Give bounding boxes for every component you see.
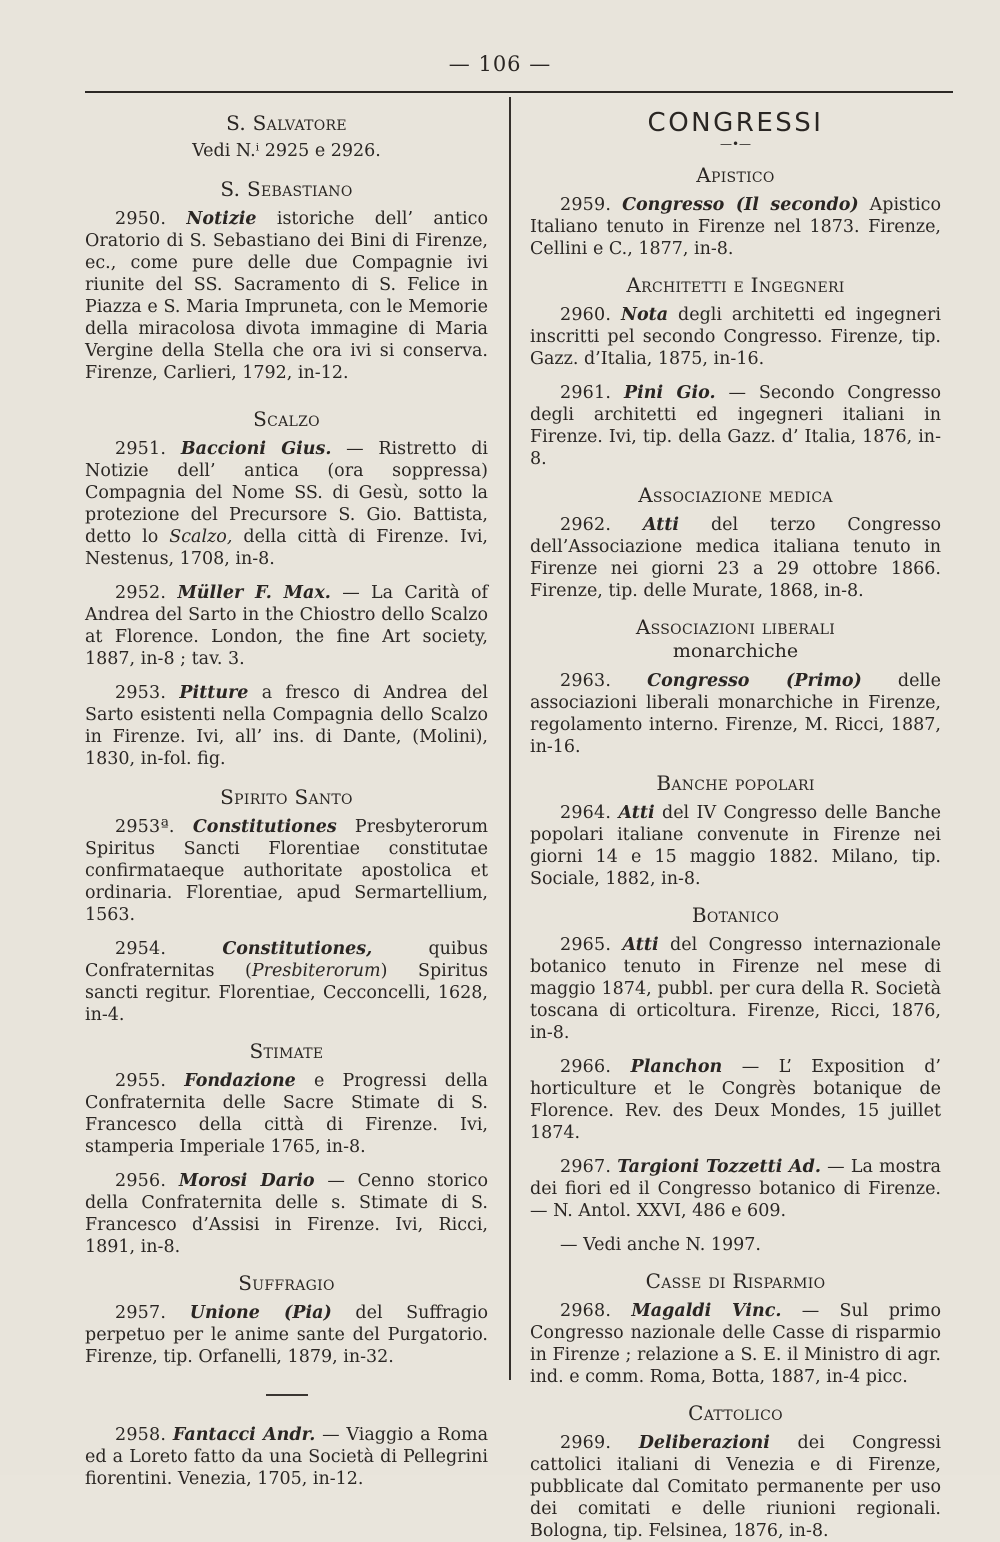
- section-heading-cattolico: Cattolico: [688, 1401, 783, 1425]
- entry-number: 2950.: [115, 209, 167, 229]
- entry-number: 2956.: [115, 1171, 167, 1191]
- entry-number: 2954.: [115, 939, 167, 959]
- cross-reference: Vedi N.ⁱ 2925 e 2926.: [192, 141, 381, 161]
- entry-text: — Secondo Congresso degli architetti ed ingegneri italiani in Firenze. Ivi, tip. della Gazz. d’ Italia, 1876, in-8.: [530, 383, 941, 469]
- section-heading-stimate: Stimate: [249, 1039, 324, 1063]
- entry-keyword: Deliberazioni: [638, 1433, 770, 1453]
- page-number: — 106 —: [448, 52, 552, 76]
- entry-keyword: Congresso (Primo): [647, 671, 862, 691]
- entry-2962: [530, 514, 941, 602]
- entry-number: 2955.: [115, 1071, 167, 1091]
- section-heading-suffragio: Suffragio: [238, 1271, 335, 1295]
- entry-keyword: Constitutiones,: [222, 939, 373, 959]
- left-column: [85, 112, 488, 1490]
- entry-text: istoriche dell’ antico Oratorio di S. Sebastiano dei Bini di Firenze, ec., come pure delle due Compagnie ivi riunite del SS. Sacramento di S. Felice in Piazza e S. Maria Impruneta, con le Memorie della miracolosa divota immagine di Maria Vergine della Stella che ora ivi si conserva. Firenze, Carlieri, 1792, in-12.: [85, 209, 488, 383]
- section-heading-associazione-medica: Associazione medica: [638, 483, 833, 507]
- entry-text: delle associazioni liberali monarchiche in Firenze, regolamento interno. Firenze, M. Ricci, 1887, in-16.: [530, 671, 941, 757]
- entry-number: 2953ª.: [115, 817, 175, 837]
- entry-keyword: Targioni Tozzetti Ad.: [617, 1157, 821, 1177]
- section-heading-spirito-santo: Spirito Santo: [220, 785, 353, 809]
- entry-text: a fresco di Andrea del Sarto esistenti nella Compagnia dello Scalzo in Firenze. Ivi, all’ ins. di Dante, (Molini), 1830, in-fol. fig.: [85, 683, 488, 769]
- entry-text: — La mostra dei fiori ed il Congresso botanico di Firenze. — N. Antol. XXVI, 486 e 609.: [530, 1157, 941, 1221]
- entry-text: — Viaggio a Roma ed a Loreto fatto da una Società di Pellegrini fiorentini. Venezia, 1705, in-12.: [85, 1425, 489, 1489]
- entry-2956: [85, 1170, 488, 1258]
- entry-keyword: Constitutiones: [192, 817, 337, 837]
- entry-2953a: [85, 816, 488, 926]
- section-heading-banche-popolari: Banche popolari: [656, 771, 815, 795]
- section-heading-associazioni-liberali: Associazioni liberali: [635, 615, 836, 639]
- entry-number: 2959.: [560, 195, 612, 215]
- entry-keyword: Fantacci Andr.: [172, 1425, 316, 1445]
- entry-2967: [530, 1156, 941, 1222]
- entry-2963: [530, 670, 941, 758]
- entry-text: quibus Confraternitas (: [85, 939, 488, 981]
- entry-keyword: Unione (Pia): [189, 1303, 332, 1323]
- entry-keyword: Fondazione: [184, 1071, 296, 1091]
- chapter-title: CONGRESSI: [647, 108, 824, 138]
- entry-number: 2952.: [115, 583, 167, 603]
- entry-keyword: Planchon: [630, 1057, 723, 1077]
- entry-keyword: Atti: [622, 935, 659, 955]
- entry-number: 2969.: [560, 1433, 612, 1453]
- entry-text: del IV Congresso delle Banche popolari italiane convenute in Firenze nei giorni 14 e 15 maggio 1882. Milano, tip. Sociale, 1882, in-8.: [530, 803, 941, 889]
- entry-italic: Presbiterorum: [251, 961, 381, 981]
- section-heading-casse-di-risparmio: Casse di Risparmio: [645, 1269, 826, 1293]
- entry-keyword: Magaldi Vinc.: [631, 1301, 782, 1321]
- separator-rule: [266, 1394, 308, 1396]
- entry-2954: [85, 938, 488, 1026]
- section-heading-scalzo: Scalzo: [253, 407, 320, 431]
- section-subheading: monarchiche: [672, 640, 799, 662]
- entry-keyword: Notizie: [186, 209, 257, 229]
- entry-2961: [530, 382, 941, 470]
- entry-text: Apistico Italiano tenuto in Firenze nel 1873. Firenze, Cellini e C., 1877, in-8.: [530, 195, 941, 259]
- entry-number: 2963.: [560, 671, 612, 691]
- entry-number: 2965.: [560, 935, 612, 955]
- entry-number: 2961.: [560, 383, 612, 403]
- entry-text: — Sul primo Congresso nazionale delle Casse di risparmio in Firenze ; relazione a S. E. il Ministro di agr. ind. e comm. Roma, Botta, 1887, in-4 picc.: [530, 1301, 941, 1387]
- entry-keyword: Nota: [621, 305, 669, 325]
- entry-2960: [530, 304, 941, 370]
- entry-2951: [85, 438, 488, 570]
- entry-number: 2962.: [560, 515, 612, 535]
- entry-2966: [530, 1056, 941, 1144]
- entry-number: 2953.: [115, 683, 167, 703]
- entry-2957: [85, 1302, 488, 1368]
- entry-number: 2958.: [115, 1425, 167, 1445]
- entry-number: 2957.: [115, 1303, 167, 1323]
- entry-2968: [530, 1300, 941, 1388]
- see-also-note: — Vedi anche N. 1997.: [560, 1235, 761, 1255]
- entry-number: 2960.: [560, 305, 612, 325]
- right-column: [530, 108, 941, 1542]
- entry-number: 2966.: [560, 1057, 612, 1077]
- entry-text: e Progressi della Confraternita delle Sacre Stimate di S. Francesco della città di Firenze. Ivi, stamperia Imperiale 1765, in-8.: [85, 1071, 488, 1157]
- section-heading-sebastiano: S. Sebastiano: [220, 177, 353, 201]
- entry-number: 2968.: [560, 1301, 612, 1321]
- entry-2950: [85, 208, 488, 384]
- section-heading-salvatore: S. Salvatore: [226, 111, 347, 135]
- entry-2955: [85, 1070, 488, 1158]
- entry-keyword: Pini Gio.: [623, 383, 716, 403]
- entry-keyword: Congresso (Il secondo): [622, 195, 859, 215]
- entry-italic: Scalzo,: [169, 527, 233, 547]
- entry-2964: [530, 802, 941, 890]
- entry-text: — Ristretto di Notizie dell’ antica (ora soppressa) Compagnia del Nome SS. di Gesù, sotto la protezione del Precursore S. Gio. Battista, detto lo: [85, 439, 488, 547]
- entry-keyword: Pitture: [179, 683, 249, 703]
- section-heading-apistico: Apistico: [696, 163, 775, 187]
- entry-text: — Cenno storico della Confraternita delle s. Stimate di S. Francesco d’Assisi in Firenze. Ivi, Ricci, 1891, in-8.: [85, 1171, 488, 1257]
- entry-keyword: Atti: [618, 803, 655, 823]
- entry-text: del Congresso internazionale botanico tenuto in Firenze nel mese di maggio 1874, pubbl. per cura della R. Società toscana di orticoltura. Firenze, Ricci, 1876, in-8.: [530, 935, 941, 1043]
- entry-text: ) Spiritus sancti regitur. Florentiae, Cecconcelli, 1628, in-4.: [85, 961, 488, 1025]
- entry-text: degli architetti ed ingegneri inscritti pel secondo Congresso. Firenze, tip. Gazz. d’Italia, 1875, in-16.: [530, 305, 941, 369]
- entry-text: — L’ Exposition d’ horticulture et le Congrès botanique de Florence. Rev. des Deux Mondes, 15 juillet 1874.: [530, 1057, 941, 1143]
- entry-2952: [85, 582, 488, 670]
- section-heading-architetti: Architetti e Ingegneri: [626, 273, 845, 297]
- entry-number: 2951.: [115, 439, 167, 459]
- entry-text: — La Carità of Andrea del Sarto in the Chiostro dello Scalzo at Florence. London, the fine Art society, 1887, in-8 ; tav. 3.: [85, 583, 488, 669]
- entry-keyword: Baccioni Gius.: [180, 439, 332, 459]
- entry-2959: [530, 194, 941, 260]
- entry-keyword: Müller F. Max.: [177, 583, 331, 603]
- column-divider: [509, 97, 511, 1380]
- entry-keyword: Morosi Dario: [178, 1171, 315, 1191]
- entry-keyword: Atti: [642, 515, 680, 535]
- entry-2965: [530, 934, 941, 1044]
- ornament: —•—: [719, 137, 752, 151]
- entry-2958: [85, 1424, 488, 1490]
- entry-text: della città di Firenze. Ivi, Nestenus, 1708, in-8.: [85, 527, 488, 569]
- entry-number: 2964.: [560, 803, 612, 823]
- entry-text: del Suffragio perpetuo per le anime sante del Purgatorio. Firenze, tip. Orfanelli, 1879, in-32.: [85, 1303, 488, 1367]
- entry-text: Presbyterorum Spiritus Sancti Florentiae constitutae confirmataeque authoritate apostolica et ordinaria. Florentiae, apud Sermartellium, 1563.: [85, 817, 488, 925]
- entry-2969: [530, 1432, 941, 1542]
- section-heading-botanico: Botanico: [691, 903, 780, 927]
- header-rule: [85, 91, 953, 93]
- entry-text: del terzo Congresso dell’Associazione medica italiana tenuto in Firenze nei giorni 23 a 29 ottobre 1866. Firenze, tip. delle Murate, 1868, in-8.: [530, 515, 941, 601]
- entry-number: 2967.: [560, 1157, 612, 1177]
- entry-text: dei Congressi cattolici italiani di Venezia e di Firenze, pubblicate dal Comitato permanente per uso dei comitati e delle riunioni regionali. Bologna, tip. Felsinea, 1876, in-8.: [530, 1433, 941, 1541]
- entry-2953: [85, 682, 488, 770]
